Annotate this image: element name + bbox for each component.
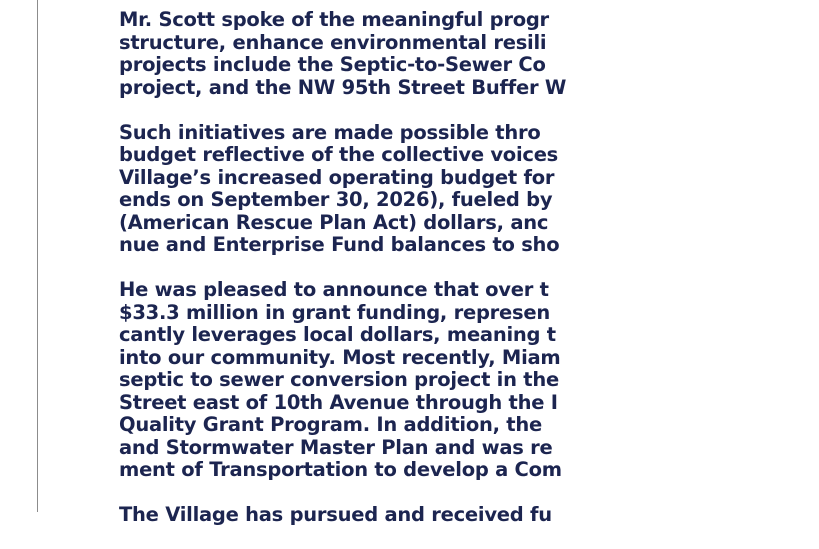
text-line: (American Rescue Plan Act) dollars, anc [119, 210, 549, 234]
paragraph-progress [119, 9, 819, 99]
text-line: project, and the NW 95th Street Buffer W [119, 75, 567, 99]
text-line: into our community. Most recently, Miam [119, 345, 561, 369]
left-margin-rule [37, 0, 38, 512]
text-line: He was pleased to announce that over t [119, 278, 549, 301]
document-body [119, 9, 819, 549]
paragraph-grant-funding [119, 279, 819, 482]
text-line: Street east of 10th Avenue through the I [119, 390, 558, 414]
paragraph-village-funding [119, 504, 819, 527]
text-line: Village’s increased operating budget for [119, 165, 555, 189]
text-line: Such initiatives are made possible thro [119, 120, 541, 144]
text-line: ment of Transportation to develop a Com [119, 458, 562, 481]
text-line: The Village has pursued and received fu [119, 503, 552, 526]
text-line: ends on September 30, 2026), fueled by [119, 188, 553, 211]
text-line: projects include the Septic-to-Sewer Co [119, 53, 546, 76]
text-line: septic to sewer conversion project in the [119, 368, 559, 391]
text-line: Quality Grant Program. In addition, the [119, 413, 542, 436]
text-line: $33.3 million in grant funding, represen [119, 300, 550, 324]
text-line: Mr. Scott spoke of the meaningful progr [119, 8, 549, 31]
paragraph-budget [119, 122, 819, 257]
text-line: and Stormwater Master Plan and was re [119, 435, 553, 459]
text-line: nue and Enterprise Fund balances to sho [119, 233, 560, 256]
text-line: cantly leverages local dollars, meaning t [119, 323, 556, 346]
text-line: budget reflective of the collective voices [119, 143, 559, 166]
text-line: structure, enhance environmental resili [119, 30, 547, 54]
